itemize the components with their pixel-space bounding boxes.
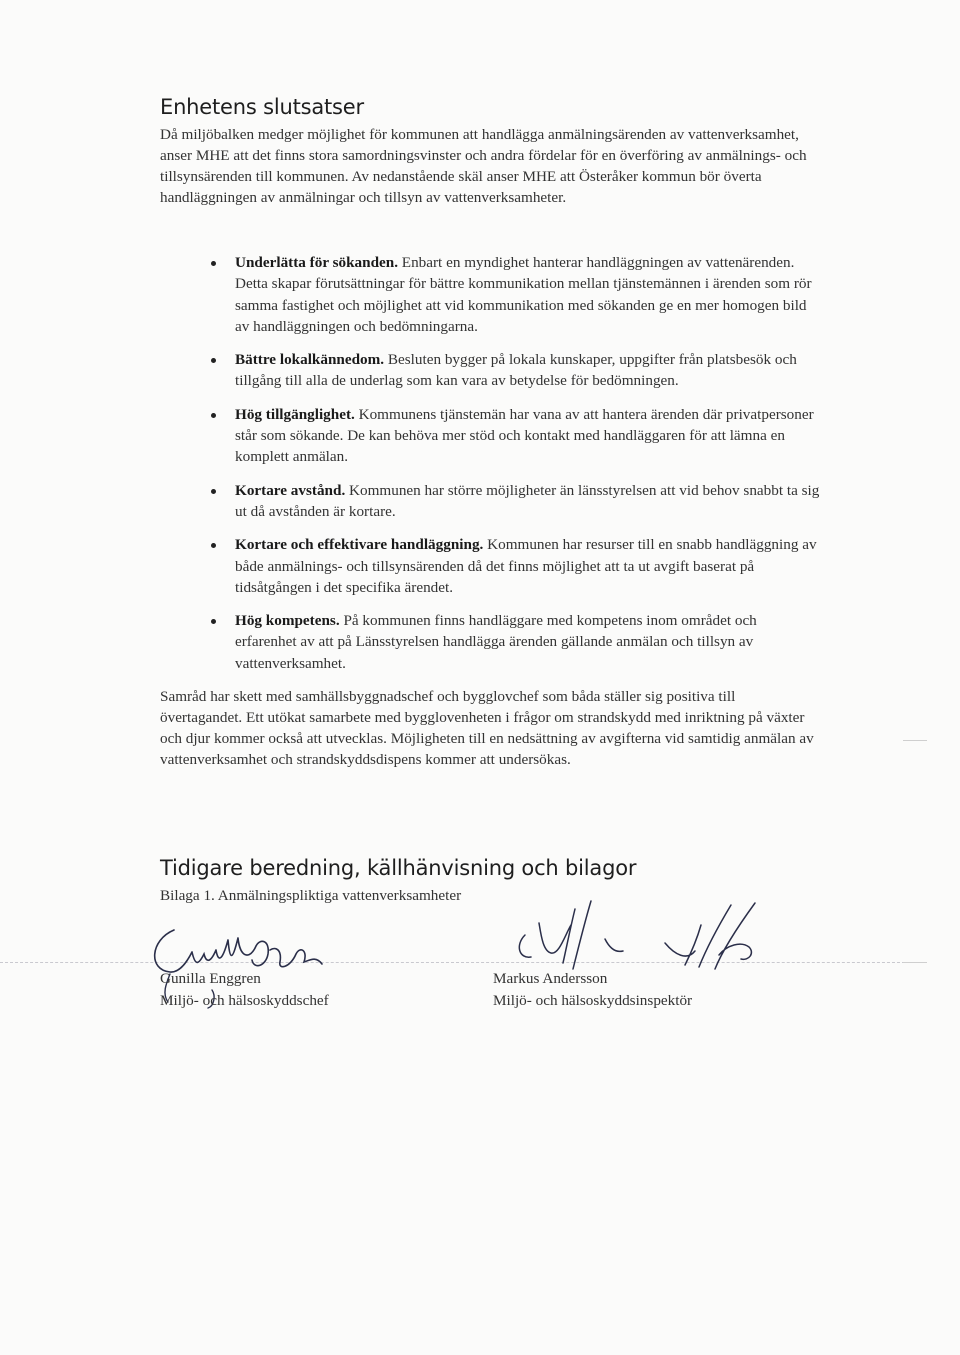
list-item: Hög tillgänglighet. Kommunens tjänstemän har vana av att hantera ärenden där privatpersoner står som sökande. De kan behöva mer stöd och kontakt med handläggaren för att lämna en komplett anmälan. bbox=[160, 404, 820, 468]
list-item: Underlätta för sökanden. Enbart en myndighet hanterar handläggningen av vattenärenden. Detta skapar förutsättningar för bättre kommunikation mellan tjänstemännen i ärenden som rör samma fastighet och möjlighet att vid kommunikation med sökanden ge en mer homogen bild av handläggningen och bedömningarna. bbox=[160, 252, 820, 337]
list-item: Bättre lokalkännedom. Besluten bygger på lokala kunskaper, uppgifter från platsbesök och tillgång till alla de underlag som kan vara av betydelse för bedömningen. bbox=[160, 349, 820, 392]
section-heading-references: Tidigare beredning, källhänvisning och bilagor bbox=[160, 856, 637, 880]
reasons-list bbox=[160, 252, 820, 686]
intro-paragraph: Då miljöbalken medger möjlighet för kommunen att handlägga anmälningsärenden av vattenverksamhet, anser MHE att det finns stora samordningsvinster och andra fördelar för en överföring av anmälnings- och tillsynsärenden till kommunen. Av nedanstående skäl anser MHE att Österåker kommun bör överta handläggningen av anmälningar och tillsyn av vattenverksamheter. bbox=[160, 126, 807, 206]
signature-left bbox=[160, 968, 329, 1012]
consultation-paragraph: Samråd har skett med samhällsbyggnadschef och bygglovchef som båda ställer sig positiva till övertagandet. Ett utökat samarbete med bygglovenheten i frågor om strandskydd med inriktning på växter och djur kommer också att utvecklas. Möjligheten till en nedsättning av avgifterna vid samtidig anmälan av vattenverksamhet och strandskyddsdispens kommer att undersökas. bbox=[160, 688, 814, 768]
signatory-role: Miljö- och hälsoskyddsinspektör bbox=[493, 992, 693, 1009]
margin-mark bbox=[903, 740, 927, 741]
list-item: Hög kompetens. På kommunen finns handläggare med kompetens inom området och erfarenhet av att på Länsstyrelsen handlägga ärenden gällande anmälan och tillsyn av vattenverksamhet. bbox=[160, 610, 820, 674]
list-item: Kortare och effektivare handläggning. Kommunen har resurser till en snabb handläggning av både anmälnings- och tillsynsärenden då det finns möjlighet att ta ut avgift baserat på tidsåtgången i det specifika ärendet. bbox=[160, 534, 820, 598]
signatory-name: Gunilla Enggren bbox=[160, 970, 261, 987]
signatory-role: Miljö- och hälsoskyddschef bbox=[160, 992, 329, 1009]
handwritten-signature-right bbox=[505, 895, 775, 975]
section-heading-conclusions: Enhetens slutsatser bbox=[160, 95, 364, 119]
margin-mark bbox=[903, 962, 927, 963]
signatory-name: Markus Andersson bbox=[493, 970, 608, 987]
attachment-line: Bilaga 1. Anmälningspliktiga vattenverksamheter bbox=[160, 887, 462, 904]
signature-right bbox=[493, 968, 692, 1012]
list-item: Kortare avstånd. Kommunen har större möjligheter än länsstyrelsen att vid behov snabbt ta sig ut då avstånden är kortare. bbox=[160, 480, 820, 523]
